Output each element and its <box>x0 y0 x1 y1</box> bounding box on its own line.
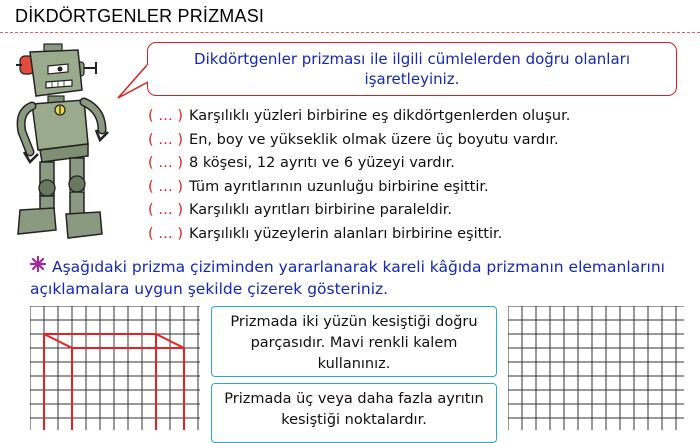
grid-paper-with-prism <box>30 306 200 430</box>
title-divider <box>0 32 700 33</box>
answer-blank[interactable]: ( … ) <box>148 225 184 242</box>
answer-blank[interactable]: ( … ) <box>148 108 184 124</box>
statement-text: En, boy ve yükseklik olmak üzere üç boyutu vardır. <box>189 131 559 148</box>
answer-blank[interactable]: ( … ) <box>148 131 184 148</box>
description-box-vertex: Prizmada üç veya daha fazla ayrıtın kesiştiği noktalardır. <box>211 383 497 443</box>
bubble-text: Dikdörtgenler prizması ile ilgili cümlelerden doğru olanları işaretleyiniz. <box>194 50 630 88</box>
statement-text: Karşılıklı ayrıtları birbirine paraleldir. <box>189 202 453 218</box>
statement-item <box>148 105 570 129</box>
statement-text: Tüm ayrıtlarının uzunluğu birbirine eşittir. <box>189 178 489 195</box>
answer-blank[interactable]: ( … ) <box>148 178 184 195</box>
statement-item <box>148 176 570 200</box>
statement-text: Karşılıklı yüzleri birbirine eş dikdörtgenlerden oluşur. <box>189 108 571 124</box>
drawing-instruction: Aşağıdaki prizma çiziminden yararlanarak kareli kâğıda prizmanın elemanlarını açıklamalara uygun şekilde çizerek gösteriniz. <box>30 258 665 298</box>
speech-bubble <box>147 42 677 96</box>
empty-grid-paper[interactable] <box>508 306 684 430</box>
statement-item <box>148 152 570 176</box>
answer-blank[interactable]: ( … ) <box>148 202 184 218</box>
statement-item <box>148 199 570 223</box>
answer-blank[interactable]: ( … ) <box>148 155 184 171</box>
speech-bubble-tail <box>116 60 150 100</box>
statement-item <box>148 223 570 247</box>
page-title: DİKDÖRTGENLER PRİZMASI <box>15 6 265 26</box>
statement-list <box>148 105 570 246</box>
statement-item <box>148 129 570 153</box>
description-box-edge: Prizmada iki yüzün kesiştiği doğru parçasıdır. Mavi renkli kalem kullanınız. <box>211 306 497 377</box>
statement-text: 8 köşesi, 12 ayrıtı ve 6 yüzeyi vardır. <box>189 155 455 171</box>
statement-text: Karşılıklı yüzeylerin alanları birbirine eşittir. <box>189 225 503 242</box>
